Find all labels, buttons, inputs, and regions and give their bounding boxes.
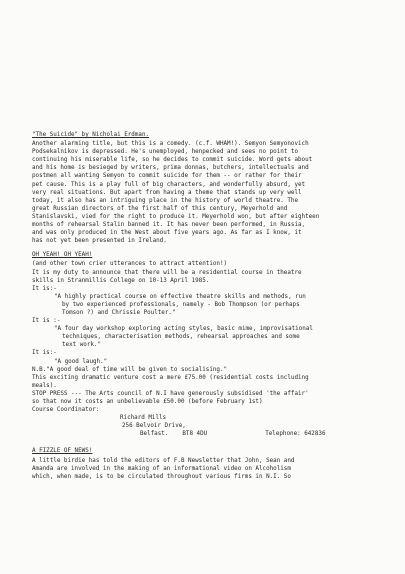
body-line: pet cause. This is a play full of big characters, and wonderfully absurd, yet (32, 181, 306, 188)
quote-line: "A four day workshop exploring acting styles, basic mime, improvisational (54, 326, 313, 333)
telephone: Telephone: 642836 (265, 431, 326, 438)
nota-bene: N.B."A good deal of time will be given to socialising." (32, 366, 228, 373)
coordinator-label: Course Coordinator: (32, 407, 100, 414)
quote-line: Tomson ?) and Chrissie Poulter." (62, 309, 176, 316)
address-name: Richard Mills (120, 415, 167, 422)
quote-line: "A highly practical course on effective theatre skills and methods, run (54, 293, 306, 300)
it-is-label: It is:- (32, 350, 57, 357)
body-line: which, when made, is to be circulated throughout various firms in N.I. So (32, 473, 291, 480)
body-line: It is my duty to announce that there will be a residential course in theatre (32, 269, 302, 276)
quote-line: text work." (62, 342, 102, 349)
address-street: 256 Belvoir Drive, (122, 423, 186, 430)
body-line: today, it also has an intriguing place in the history of world theatre. The (32, 197, 298, 204)
body-line: A little birdie has told the editors of F.B Newsletter that John, Sean and (32, 457, 295, 464)
body-line: (and other town crier utterances to attract attention!) (32, 261, 228, 268)
body-line: Stanislavski, vied for the right to produce it. Meyerhold won, but after eighteen (32, 213, 320, 220)
address-city-row (32, 430, 391, 438)
article-the-suicide (32, 131, 391, 245)
article-title: A FIZZLE OF NEWS! (32, 448, 93, 455)
body-line: This exciting dramatic venture cost a mere £75.00 (residential costs including (32, 374, 309, 381)
article-fizzle-of-news (32, 447, 391, 480)
article-title: OH YEAH! OH YEAH! (32, 252, 93, 259)
body-line: has not yet been presented in Ireland. (32, 238, 167, 245)
address-city: Belfast. (140, 431, 169, 438)
address-postcode: BT8 4DU (182, 431, 208, 438)
article-title: "The Suicide" by Nicholai Erdman. (32, 132, 150, 138)
body-line: months of rehearsal Stalin banned it. It has never been performed, in Russia, (32, 222, 306, 229)
it-is-label: It is :- (32, 318, 61, 325)
stop-press-line: STOP PRESS --- The Arts council of N.I have generously subsidised 'the affair' (32, 390, 309, 397)
body-line: meals). (32, 382, 57, 389)
body-line: great Russian directors of the first half of this century, Meyerhold and (32, 205, 288, 212)
body-line: and was only produced in the West about five years ago. As far as I know, it (32, 230, 302, 237)
it-is-label: It is:- (32, 285, 57, 292)
body-line: and his home is besieged by writers, prima donnas, butchers, intellectuals and (32, 165, 309, 172)
quote-line: "A good laugh." (54, 358, 108, 365)
article-body (32, 140, 391, 245)
quote-line: techniques, characterisation methods, rehearsal approaches and some (62, 334, 300, 341)
body-line: skills in Stranmillis College on 10-13 April 1985. (32, 277, 210, 284)
body-line: Podsekalnikov is depressed. He's unemployed, henpecked and sees no point to (32, 149, 298, 156)
body-line: Amanda are involved in the making of an informational video on Alcoholism (32, 465, 291, 472)
article-oh-yeah (32, 251, 391, 438)
body-line: very real situations. But apart from having a theme that stands up very well (32, 189, 302, 196)
stop-press-line: so that now it costs an unbelievable £50.00 (before February 1st) (32, 399, 263, 405)
body-line: postmen all wanting Semyon to commit suicide for them -- or rather for their (32, 173, 302, 180)
body-line: Another alarming title, but this is a comedy. (c.f. WHAM!). Semyon Semyonovich (32, 141, 309, 148)
quote-line: by two experienced professionals, namely - Bob Thompson (or perhaps (62, 301, 300, 308)
body-line: continuing his miserable life, so he decides to commit suicide. Word gets about (32, 157, 313, 164)
